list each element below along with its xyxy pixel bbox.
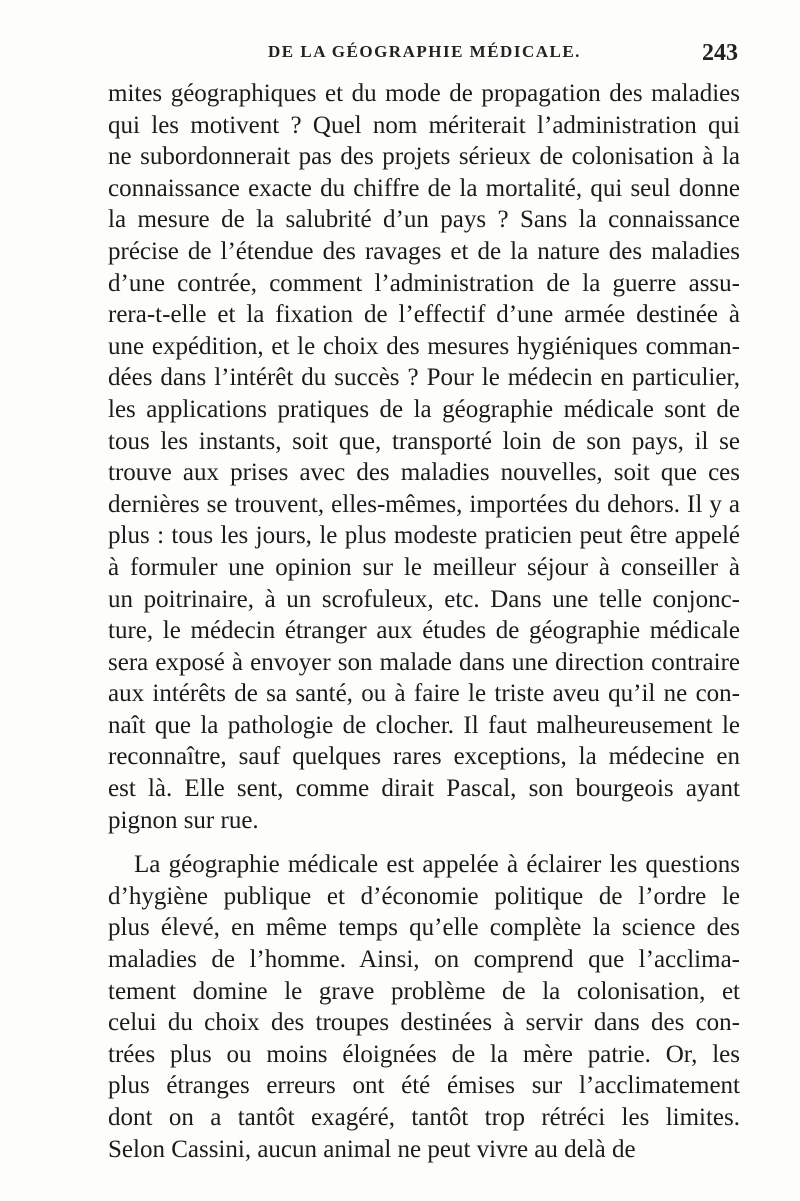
text-line: dées dans l’intérêt du succès ? Pour le médecin en particulier, [108, 364, 740, 392]
text-line: rera-t-elle et la fixation de l’effectif d’une armée destinée à [108, 301, 740, 329]
paragraph-gap [108, 836, 740, 849]
text-line: maladies de l’homme. Ainsi, on comprend que l’acclima- [108, 946, 740, 974]
body-text [108, 78, 740, 1165]
running-head [108, 40, 738, 70]
text-line: plus étranges erreurs ont été émises sur l’acclimatement [108, 1072, 740, 1100]
text-line: ture, le médecin étranger aux études de géographie médicale [108, 617, 740, 645]
text-line: trouve aux prises avec des maladies nouvelles, soit que ces [108, 459, 740, 487]
text-line: d’une contrée, comment l’administration de la guerre assu- [108, 269, 740, 297]
text-line: plus : tous les jours, le plus modeste praticien peut être appelé [108, 522, 740, 550]
page-number: 243 [702, 40, 738, 66]
text-line: les applications pratiques de la géographie médicale sont de [108, 395, 740, 423]
paragraph-2 [108, 849, 740, 1165]
text-line: plus élevé, en même temps qu’elle complète la science des [108, 914, 740, 942]
text-line: naît que la pathologie de clocher. Il faut malheureusement le [108, 711, 740, 739]
text-line: sera exposé à envoyer son malade dans une direction contraire [108, 648, 740, 676]
text-line: celui du choix des troupes destinées à servir dans des con- [108, 1009, 740, 1037]
text-line: une expédition, et le choix des mesures hygiéniques comman- [108, 332, 740, 360]
text-line: Selon Cassini, aucun animal ne peut vivre au delà de [108, 1135, 636, 1163]
text-line: à formuler une opinion sur le meilleur séjour à conseiller à [108, 553, 740, 581]
text-line: tous les instants, soit que, transporté loin de son pays, il se [108, 427, 740, 455]
running-title: DE LA GÉOGRAPHIE MÉDICALE. [268, 42, 581, 61]
text-line: La géographie médicale est appelée à éclairer les questions [134, 851, 740, 879]
text-line: ne subordonnerait pas des projets sérieux de colonisation à la [108, 143, 740, 171]
text-line: la mesure de la salubrité d’un pays ? Sans la connaissance [108, 206, 740, 234]
text-line: tement domine le grave problème de la colonisation, et [108, 977, 740, 1005]
text-line: dernières se trouvent, elles-mêmes, importées du dehors. Il y a [108, 490, 740, 518]
text-line: reconnaître, sauf quelques rares exceptions, la médecine en [108, 743, 740, 771]
text-line: trées plus ou moins éloignées de la mère patrie. Or, les [108, 1040, 740, 1068]
text-line: qui les motivent ? Quel nom mériterait l’administration qui [108, 111, 740, 139]
text-line: dont on a tantôt exagéré, tantôt trop rétréci les limites. [108, 1104, 740, 1131]
text-line: mites géographiques et du mode de propagation des maladies [108, 80, 740, 107]
paragraph-1 [108, 78, 740, 836]
text-line: un poitrinaire, à un scrofuleux, etc. Dans une telle conjonc- [108, 585, 740, 613]
text-line: est là. Elle sent, comme dirait Pascal, son bourgeois ayant [108, 775, 740, 803]
text-line: connaissance exacte du chiffre de la mortalité, qui seul donne [108, 174, 740, 202]
text-line: aux intérêts de sa santé, ou à faire le triste aveu qu’il ne con- [108, 680, 740, 708]
text-line: d’hygiène publique et d’économie politique de l’ordre le [108, 882, 740, 910]
text-line: pignon sur rue. [108, 806, 259, 834]
text-line: précise de l’étendue des ravages et de la nature des maladies [108, 237, 740, 265]
